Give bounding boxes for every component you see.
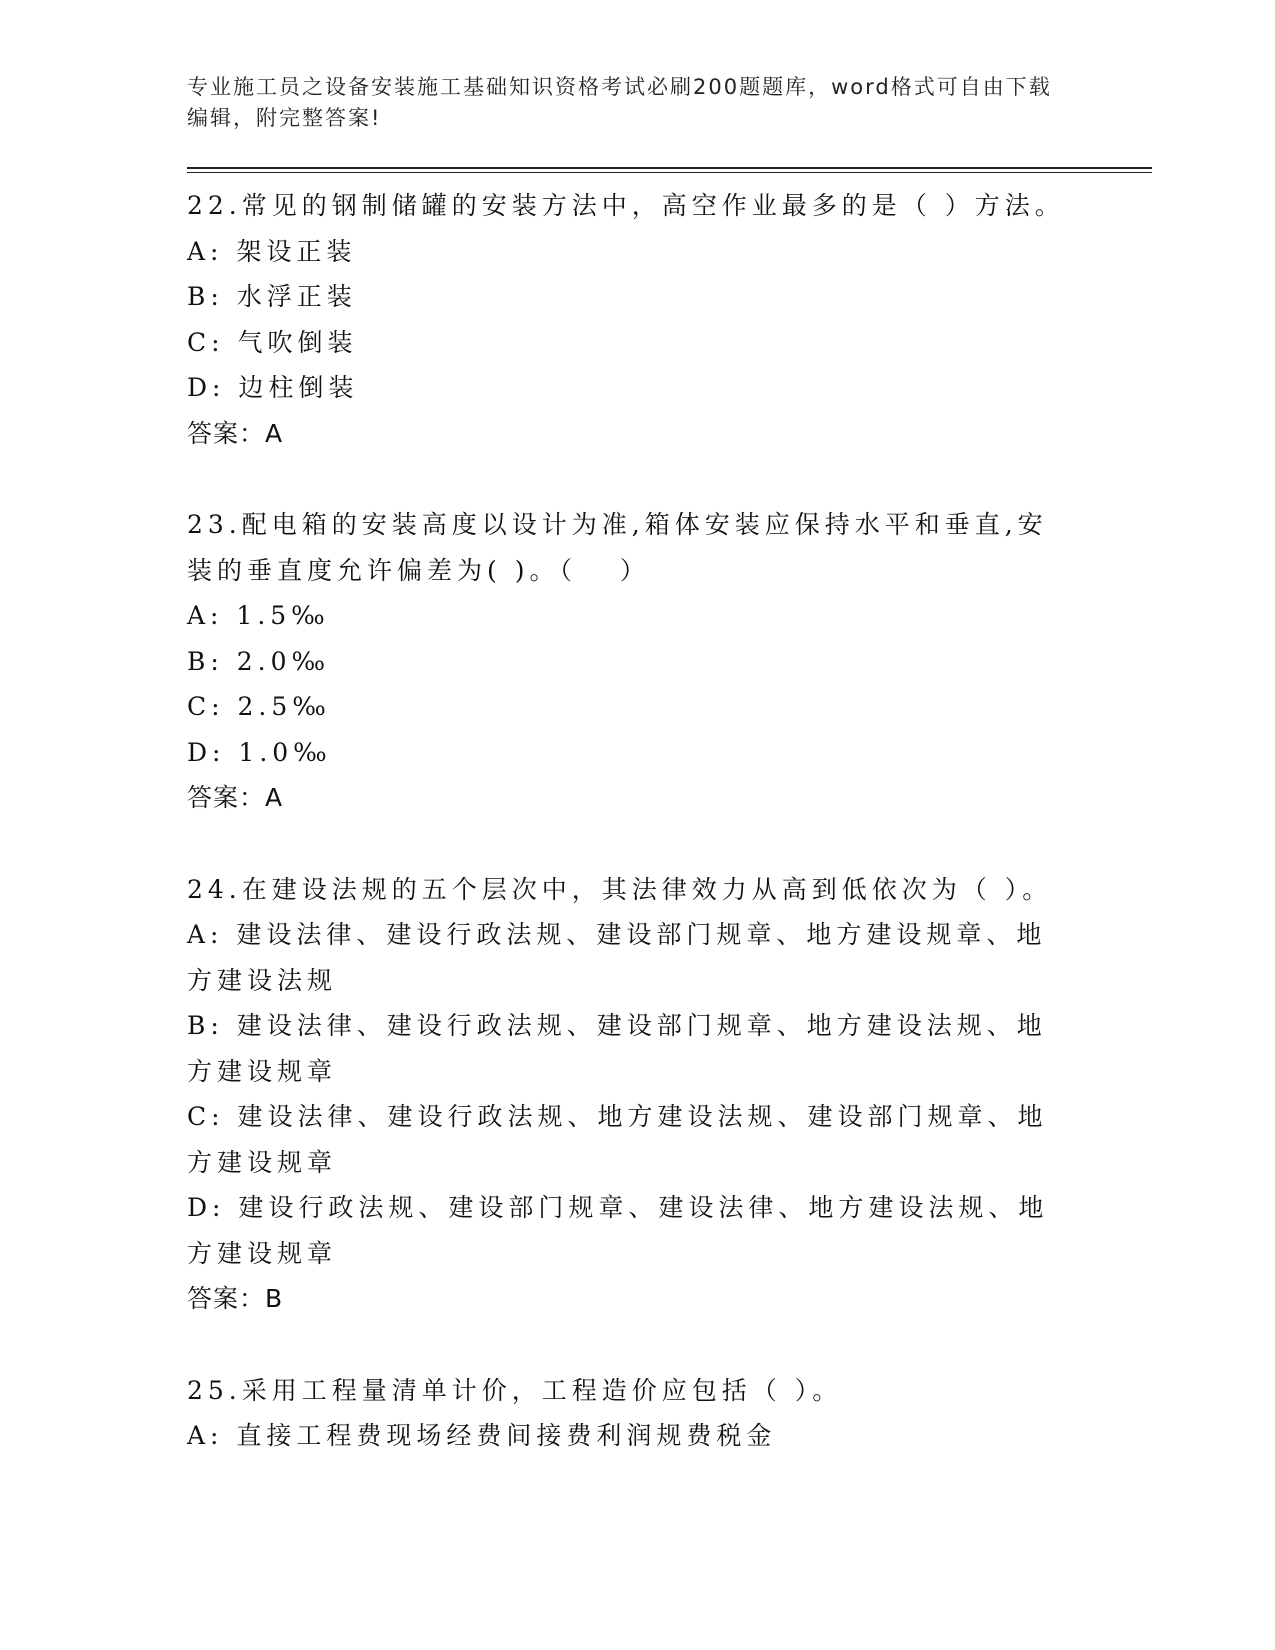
option-a: A: 1.5‰	[187, 601, 330, 630]
option-b: B: 水浮正装	[187, 282, 357, 311]
header-rule-thick	[187, 167, 1152, 169]
option-d: D: 边柱倒装	[187, 373, 359, 402]
answer-line: 答案：A	[187, 783, 284, 812]
option-d: D: 1.0‰	[187, 737, 332, 767]
question-stem: 25.采用工程量清单计价，工程造价应包括（ ）。	[187, 1375, 843, 1405]
option-c: C: 2.5‰	[187, 692, 331, 721]
question-22	[187, 183, 1152, 456]
answer-line: 答案：B	[187, 1284, 284, 1313]
option-a: A: 建设法律、建设行政法规、建设部门规章、地方建设规章、地方建设法规	[187, 920, 1047, 995]
option-d: D: 建设行政法规、建设部门规章、建设法律、地方建设法规、地方建设规章	[187, 1193, 1049, 1268]
question-23	[187, 502, 1152, 821]
option-b: B: 建设法律、建设行政法规、建设部门规章、地方建设法规、地方建设规章	[187, 1011, 1047, 1086]
document-header: 专业施工员之设备安装施工基础知识资格考试必刷200题题库，word格式可自由下载编辑，附完整答案!	[187, 75, 1052, 130]
question-25	[187, 1368, 1152, 1459]
option-a: A: 直接工程费现场经费间接费利润规费税金	[187, 1421, 777, 1450]
document-page	[187, 72, 1152, 1505]
option-c: C: 气吹倒装	[187, 327, 358, 357]
answer-line: 答案：A	[187, 418, 284, 448]
question-24	[187, 867, 1152, 1322]
question-stem: 22.常见的钢制储罐的安装方法中，高空作业最多的是（ ）方法。	[187, 191, 1065, 220]
option-c: C: 建设法律、建设行政法规、地方建设法规、建设部门规章、地方建设规章	[187, 1102, 1048, 1177]
option-b: B: 2.0‰	[187, 646, 331, 676]
header-rule-thin	[187, 172, 1152, 173]
option-a: A: 架设正装	[187, 236, 357, 266]
question-stem: 24.在建设法规的五个层次中，其法律效力从高到低依次为（ ）。	[187, 874, 1053, 904]
question-stem: 23.配电箱的安装高度以设计为准,箱体安装应保持水平和垂直,安装的垂直度允许偏差为( )。（ ）	[187, 510, 1048, 585]
